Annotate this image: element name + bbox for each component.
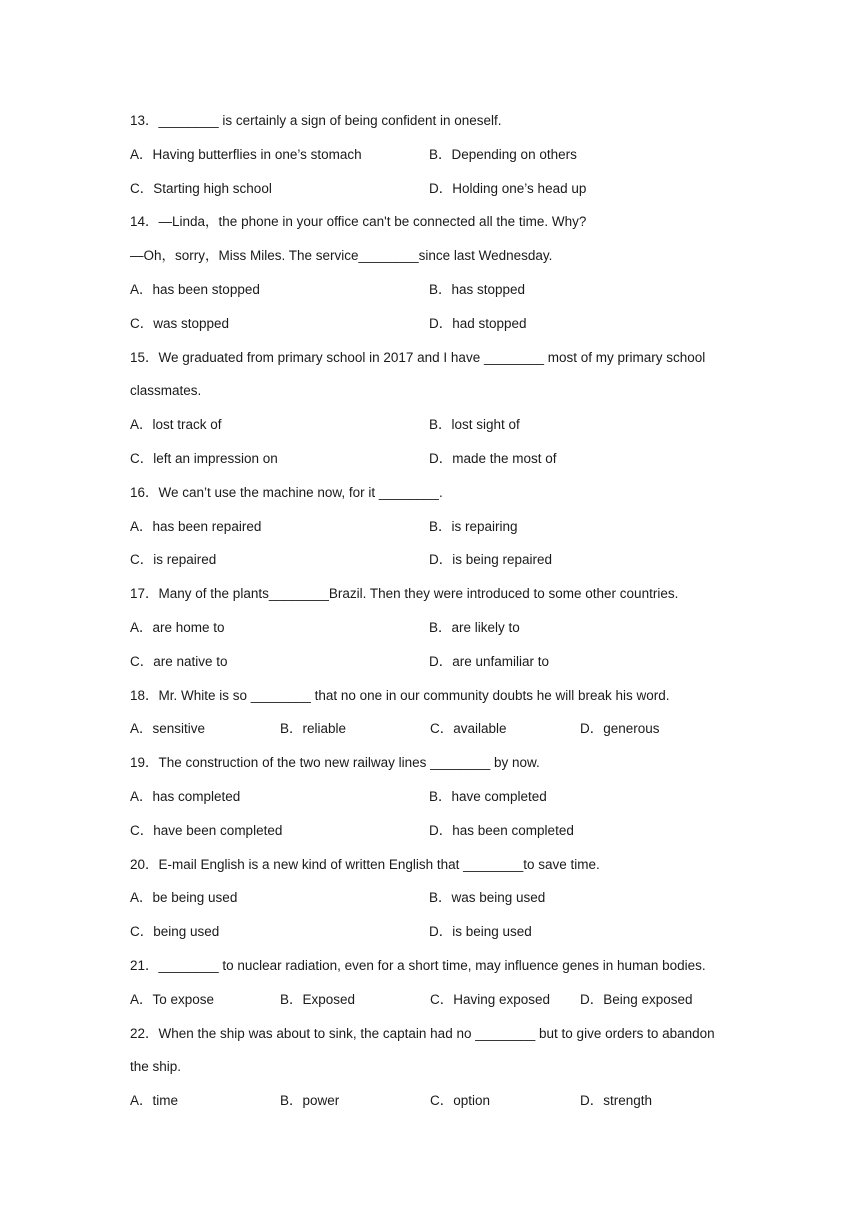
question-stem: 19．The construction of the two new railway lines ________ by now. <box>130 755 540 771</box>
options-row <box>130 983 770 1017</box>
question-15 <box>130 341 770 476</box>
question-stem-continued: classmates. <box>130 383 202 399</box>
option-b: B．have completed <box>429 788 547 804</box>
question-stem: 15．We graduated from primary school in 2017 and I have ________ most of my primary school <box>130 349 706 365</box>
option-c: C．is repaired <box>130 552 217 568</box>
question-14 <box>130 205 770 340</box>
option-c: C．are native to <box>130 653 228 669</box>
question-17 <box>130 577 770 678</box>
option-b: B．lost sight of <box>429 417 520 433</box>
option-b: B．is repairing <box>429 518 518 534</box>
question-21 <box>130 949 770 1017</box>
question-stem-continued: the ship. <box>130 1059 182 1075</box>
worksheet-page <box>130 104 770 1118</box>
options-row <box>130 780 770 814</box>
question-19 <box>130 746 770 847</box>
option-c: C．option <box>430 1093 491 1109</box>
option-b: B．Depending on others <box>429 146 577 162</box>
option-c: C．was stopped <box>130 315 230 331</box>
option-d: D．made the most of <box>429 450 557 466</box>
option-b: B．are likely to <box>429 619 520 635</box>
option-b: B．reliable <box>280 721 347 737</box>
option-d: D．Being exposed <box>580 991 693 1007</box>
question-stem: 20．E-mail English is a new kind of written English that ________to save time. <box>130 856 600 872</box>
options-row <box>130 814 770 848</box>
options-row <box>130 915 770 949</box>
option-a: A．lost track of <box>130 417 222 433</box>
option-b: B．power <box>280 1093 340 1109</box>
option-b: B．has stopped <box>429 281 526 297</box>
option-d: D．is being used <box>429 924 532 940</box>
question-stem: 17．Many of the plants________Brazil. Then they were introduced to some other countries. <box>130 586 679 602</box>
question-13 <box>130 104 770 205</box>
question-stem: 14．—Linda，the phone in your office can't be connected all the time. Why? <box>130 214 587 230</box>
option-a: A．has completed <box>130 788 241 804</box>
question-stem: 22．When the ship was about to sink, the captain had no ________ but to give orders to abandon <box>130 1025 715 1041</box>
options-row <box>130 712 770 746</box>
option-d: D．has been completed <box>429 822 574 838</box>
option-d: D．strength <box>580 1093 653 1109</box>
option-a: A．Having butterflies in one’s stomach <box>130 146 362 162</box>
options-row <box>130 172 770 206</box>
question-18 <box>130 679 770 747</box>
question-20 <box>130 848 770 949</box>
option-a: A．be being used <box>130 890 238 906</box>
option-c: C．left an impression on <box>130 450 278 466</box>
option-b: B．was being used <box>429 890 546 906</box>
options-row <box>130 408 770 442</box>
option-b: B．Exposed <box>280 991 356 1007</box>
option-d: D．is being repaired <box>429 552 553 568</box>
option-a: A．time <box>130 1093 179 1109</box>
option-c: C．available <box>430 721 507 737</box>
option-c: C．have been completed <box>130 822 283 838</box>
options-row <box>130 442 770 476</box>
options-row <box>130 645 770 679</box>
option-d: D．Holding one’s head up <box>429 180 587 196</box>
option-a: A．To expose <box>130 991 215 1007</box>
options-row <box>130 881 770 915</box>
option-a: A．has been stopped <box>130 281 260 297</box>
question-stem-continued: —Oh，sorry，Miss Miles. The service________since last Wednesday. <box>130 248 553 264</box>
option-d: D．are unfamiliar to <box>429 653 550 669</box>
question-stem: 18．Mr. White is so ________ that no one in our community doubts he will break his word. <box>130 687 670 703</box>
option-a: A．has been repaired <box>130 518 262 534</box>
question-stem: 13．________ is certainly a sign of being confident in oneself. <box>130 113 502 128</box>
options-row <box>130 273 770 307</box>
options-row <box>130 138 770 172</box>
option-a: A．sensitive <box>130 721 206 737</box>
option-d: D．had stopped <box>429 315 527 331</box>
option-c: C．being used <box>130 924 220 940</box>
option-d: D．generous <box>580 721 660 737</box>
option-c: C．Starting high school <box>130 180 272 196</box>
option-a: A．are home to <box>130 619 225 635</box>
options-row <box>130 510 770 544</box>
question-22 <box>130 1017 770 1118</box>
options-row <box>130 1084 770 1118</box>
options-row <box>130 611 770 645</box>
options-row <box>130 543 770 577</box>
question-stem: 21．________ to nuclear radiation, even for a short time, may influence genes in human bodies. <box>130 957 706 973</box>
question-stem: 16．We can’t use the machine now, for it ________. <box>130 484 443 500</box>
option-c: C．Having exposed <box>430 991 551 1007</box>
question-16 <box>130 476 770 577</box>
options-row <box>130 307 770 341</box>
